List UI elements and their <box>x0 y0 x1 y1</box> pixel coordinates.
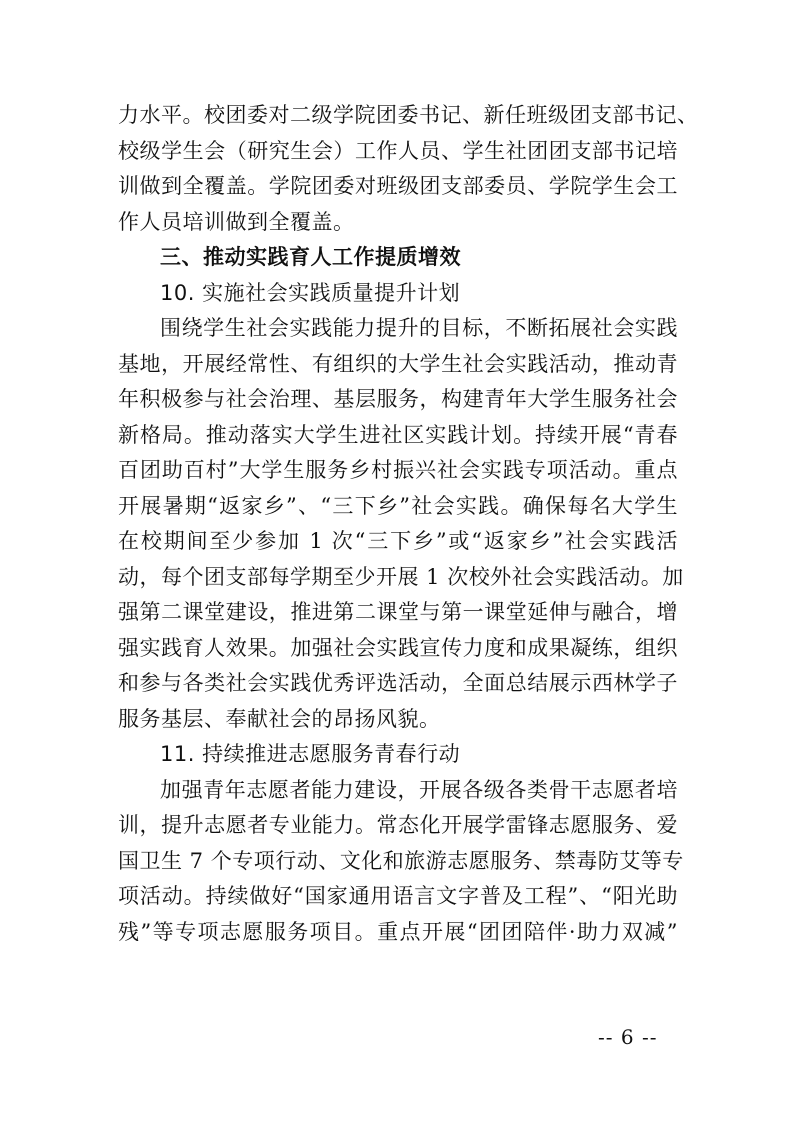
document-body <box>118 98 699 950</box>
body-line: 训，提升志愿者专业能力。常态化开展学雷锋志愿服务、爱 <box>118 813 678 837</box>
body-line: 校级学生会（研究生会）工作人员、学生社团团支部书记培 <box>118 138 678 163</box>
body-line: 百团助百村”大学生服务乡村振兴社会实践专项活动。重点 <box>118 458 678 482</box>
body-line: 新格局。推动落实大学生进社区实践计划。持续开展“青春 <box>118 422 678 447</box>
body-line: 基地，开展经常性、有组织的大学生社会实践活动，推动青 <box>118 351 678 376</box>
body-line: 和参与各类社会实践优秀评选活动，全面总结展示西林学子 <box>118 671 678 695</box>
page-number: -- 6 -- <box>598 1025 658 1049</box>
body-line: 年积极参与社会治理、基层服务，构建青年大学生服务社会 <box>118 387 678 411</box>
body-line: 服务基层、奉献社会的昂扬风貌。 <box>118 706 441 731</box>
body-line: 动，每个团支部每学期至少开展 1 次校外社会实践活动。加 <box>118 564 684 589</box>
body-line: 力水平。校团委对二级学院团委书记、新任班级团支部书记、 <box>118 103 699 127</box>
body-line: 训做到全覆盖。学院团委对班级团支部委员、学院学生会工 <box>118 174 678 198</box>
body-line: 围绕学生社会实践能力提升的目标，不断拓展社会实践 <box>160 316 678 340</box>
body-line: 在校期间至少参加 1 次“三下乡”或“返家乡”社会实践活 <box>118 529 678 553</box>
body-line: 开展暑期“返家乡”、“三下乡”社会实践。确保每名大学生 <box>118 493 678 518</box>
body-line: 国卫生 7 个专项行动、文化和旅游志愿服务、禁毒防艾等专 <box>118 848 684 873</box>
body-line: 作人员培训做到全覆盖。 <box>118 209 355 234</box>
subsection-heading: 10. 实施社会实践质量提升计划 <box>160 280 461 305</box>
body-line: 强实践育人效果。加强社会实践宣传力度和成果凝练，组织 <box>118 635 678 660</box>
body-line: 残”等专项志愿服务项目。重点开展“团团陪伴·助力双减” <box>118 919 678 944</box>
body-line: 加强青年志愿者能力建设，开展各级各类骨干志愿者培 <box>160 777 678 802</box>
body-line: 强第二课堂建设，推进第二课堂与第一课堂延伸与融合，增 <box>118 600 678 624</box>
body-line: 项活动。持续做好“国家通用语言文字普及工程”、“阳光助 <box>118 884 678 908</box>
section-heading: 三、推动实践育人工作提质增效 <box>160 245 461 269</box>
subsection-heading: 11. 持续推进志愿服务青春行动 <box>160 742 461 766</box>
